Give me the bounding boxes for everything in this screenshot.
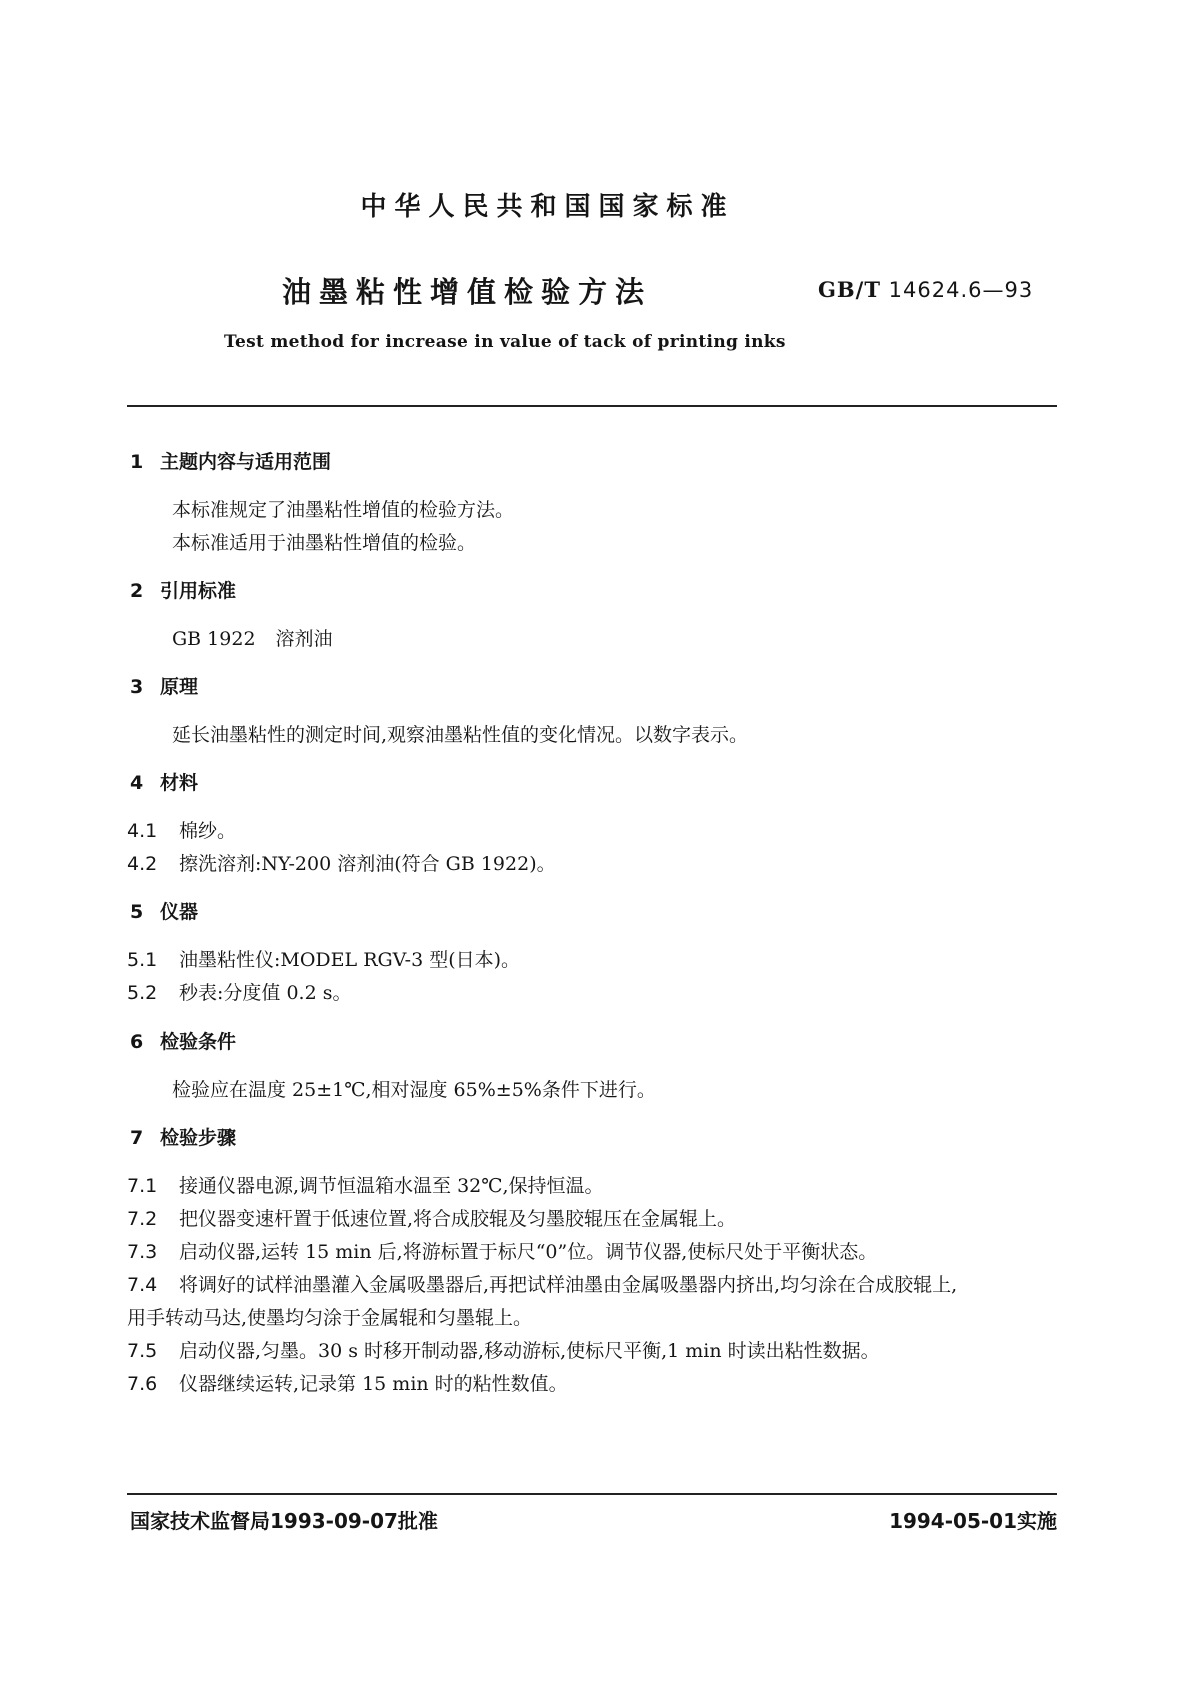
- reference-entry: [172, 624, 333, 651]
- section-title: 检验条件: [160, 1031, 237, 1053]
- standard-code-number: 14624.6—93: [888, 278, 1034, 302]
- document-title: 油墨粘性增值检验方法: [282, 275, 653, 309]
- clause-item: [127, 849, 556, 876]
- clause-text: 把仪器变速杆置于低速位置,将合成胶辊及匀墨胶辊压在金属辊上。: [179, 1208, 737, 1230]
- english-title: Test method for increase in value of tack of printing inks: [224, 332, 786, 352]
- section-number: 2: [130, 580, 144, 602]
- clause-text: 秒表:分度值 0.2 s。: [179, 982, 352, 1004]
- section-number: 3: [130, 676, 144, 698]
- clause-number: 7.1: [127, 1175, 158, 1197]
- section-title: 检验步骤: [160, 1127, 237, 1149]
- clause-text: 接通仪器电源,调节恒温箱水温至 32℃,保持恒温。: [179, 1175, 604, 1197]
- clause-item: [127, 945, 520, 972]
- clause-item: [127, 1204, 736, 1231]
- section-title: 主题内容与适用范围: [160, 451, 332, 473]
- section-5-heading: [130, 897, 198, 924]
- clause-item: [127, 1237, 877, 1264]
- section-1-heading: [130, 447, 331, 474]
- section-number: 1: [130, 451, 144, 473]
- top-rule: [127, 405, 1057, 407]
- standard-code: [818, 277, 1033, 302]
- standard-code-prefix: GB/T: [818, 277, 881, 302]
- clause-number: 7.4: [127, 1274, 158, 1296]
- paragraph: 本标准适用于油墨粘性增值的检验。: [172, 532, 477, 554]
- section-title: 仪器: [160, 901, 199, 923]
- paragraph: 检验应在温度 25±1℃,相对湿度 65%±5%条件下进行。: [172, 1079, 656, 1101]
- section-title: 引用标准: [160, 580, 237, 602]
- clause-number: 7.6: [127, 1373, 158, 1395]
- section-2-heading: [130, 576, 236, 603]
- bottom-rule: [127, 1493, 1057, 1495]
- national-standard-title: 中华人民共和国国家标准: [360, 192, 735, 222]
- reference-code: GB 1922: [172, 628, 256, 650]
- clause-number: 5.1: [127, 949, 158, 971]
- section-title: 材料: [160, 772, 199, 794]
- clause-item: [127, 816, 236, 843]
- clause-item: [127, 1336, 880, 1363]
- clause-item: [127, 1369, 568, 1396]
- clause-item: [127, 1270, 957, 1297]
- clause-item: [127, 1171, 604, 1198]
- clause-continuation: 用手转动马达,使墨均匀涂于金属辊和匀墨辊上。: [127, 1307, 533, 1329]
- section-7-heading: [130, 1123, 236, 1150]
- clause-number: 5.2: [127, 982, 158, 1004]
- section-3-heading: [130, 672, 198, 699]
- reference-name: 溶剂油: [275, 628, 333, 650]
- section-number: 7: [130, 1127, 144, 1149]
- paragraph: 延长油墨粘性的测定时间,观察油墨粘性值的变化情况。以数字表示。: [172, 724, 749, 746]
- clause-text: 将调好的试样油墨灌入金属吸墨器后,再把试样油墨由金属吸墨器内挤出,均匀涂在合成胶辊上,: [179, 1274, 958, 1296]
- paragraph: 本标准规定了油墨粘性增值的检验方法。: [172, 499, 515, 521]
- section-6-heading: [130, 1027, 236, 1054]
- clause-text: 油墨粘性仪:MODEL RGV-3 型(日本)。: [179, 949, 521, 971]
- clause-number: 7.3: [127, 1241, 158, 1263]
- section-number: 4: [130, 772, 144, 794]
- section-4-heading: [130, 768, 198, 795]
- clause-text: 擦洗溶剂:NY-200 溶剂油(符合 GB 1922)。: [179, 853, 556, 875]
- clause-number: 7.5: [127, 1340, 158, 1362]
- section-title: 原理: [160, 676, 199, 698]
- section-number: 5: [130, 901, 144, 923]
- effective-date: 1994-05-01实施: [889, 1509, 1057, 1533]
- approval-statement: 国家技术监督局1993-09-07批准: [130, 1509, 438, 1533]
- clause-text: 棉纱。: [179, 820, 237, 842]
- section-number: 6: [130, 1031, 144, 1053]
- clause-number: 7.2: [127, 1208, 158, 1230]
- clause-number: 4.1: [127, 820, 158, 842]
- clause-text: 启动仪器,运转 15 min 后,将游标置于标尺“0”位。调节仪器,使标尺处于平衡状态。: [179, 1241, 878, 1263]
- clause-text: 启动仪器,匀墨。30 s 时移开制动器,移动游标,使标尺平衡,1 min 时读出粘性数据。: [179, 1340, 880, 1362]
- clause-number: 4.2: [127, 853, 158, 875]
- clause-item: [127, 978, 351, 1005]
- clause-text: 仪器继续运转,记录第 15 min 时的粘性数值。: [179, 1373, 568, 1395]
